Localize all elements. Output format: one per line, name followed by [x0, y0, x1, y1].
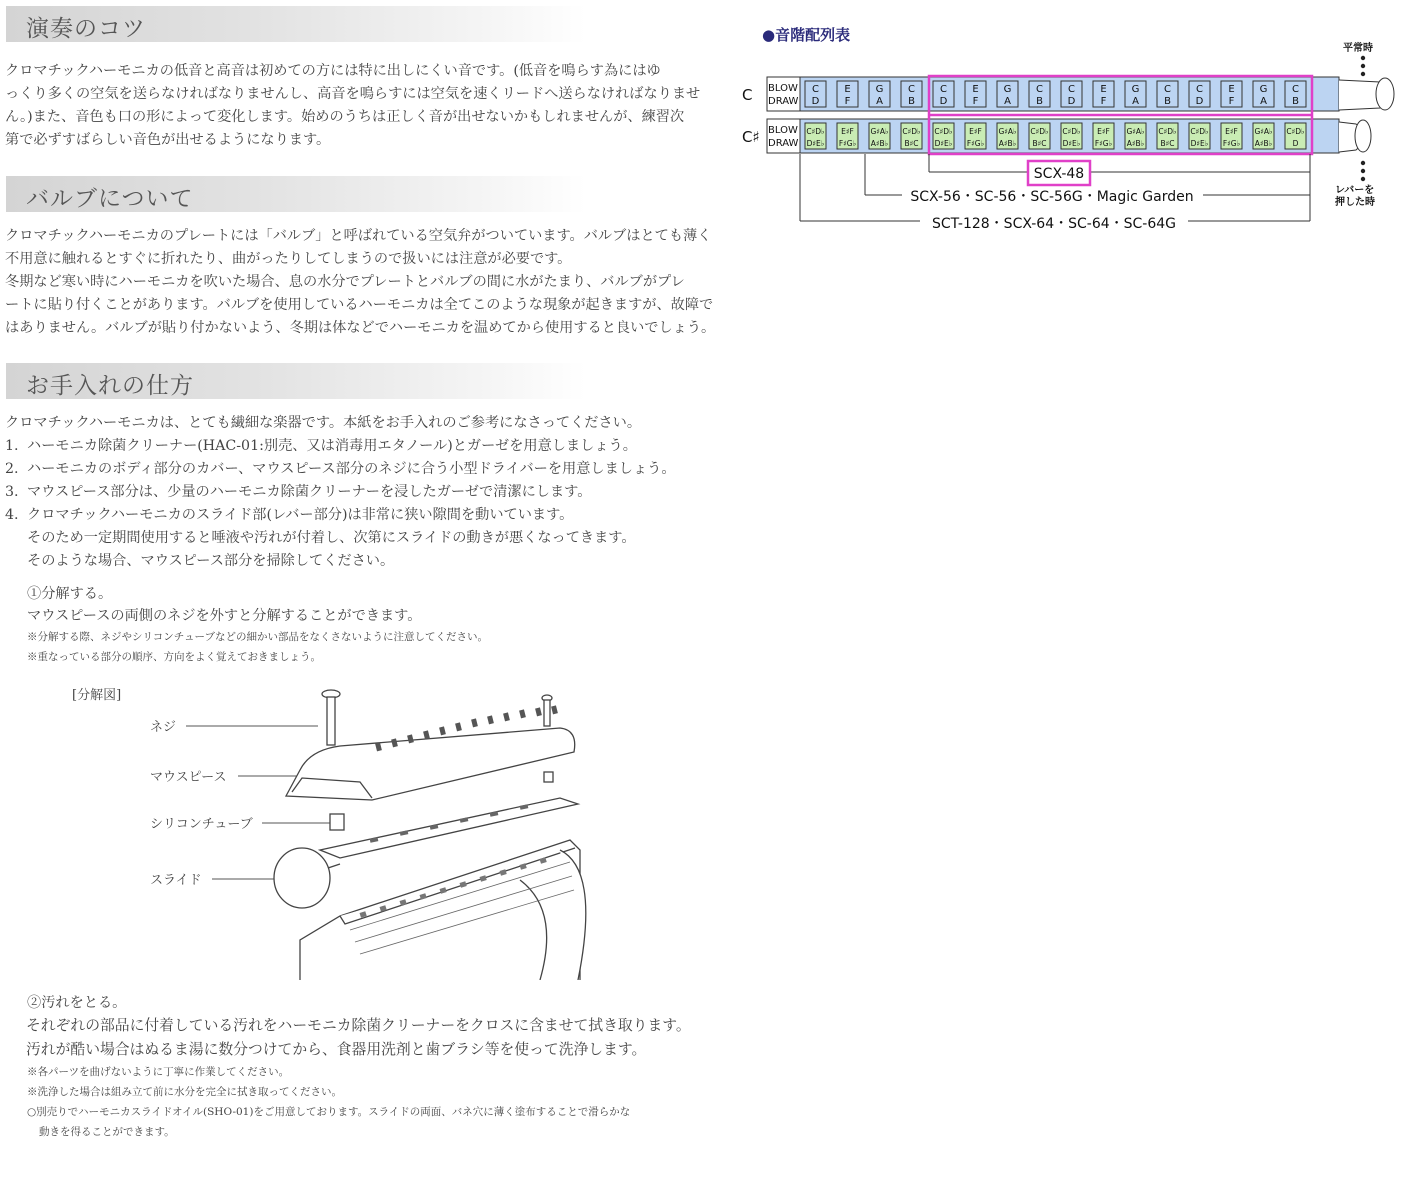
- dot-marker: [1361, 169, 1365, 173]
- c-row-blow-note: C: [1068, 84, 1075, 95]
- c-row-draw-note: D: [1195, 96, 1204, 107]
- care-item-text: クロマチックハーモニカのスライド部(レバー部分)は非常に狭い隙間を動いています。: [27, 507, 574, 523]
- care-item-number: 3.: [5, 484, 19, 500]
- cs-row-draw-note: B♯C: [1160, 139, 1175, 148]
- tips-line: っくり多くの空気を送らなければなりませんし、高音を鳴らすには空気を速くリードへ送らなければなりませ: [5, 86, 701, 102]
- diagram-title: [分解図]: [72, 688, 122, 703]
- step1-title: ①分解する。: [27, 586, 113, 602]
- cs-row-draw-note: B♯C: [1032, 139, 1047, 148]
- label-screw: ネジ: [150, 720, 177, 735]
- valve-line: 不用意に触れるとすぐに折れたり、曲がったりしてしまうので扱いには注意が必要です。: [5, 251, 572, 267]
- c-row-draw-note: A: [876, 96, 883, 107]
- step2-note: ※洗浄した場合は組み立て前に水分を完全に拭き取ってください。: [27, 1086, 342, 1098]
- step2-note: ※各パーツを曲げないように丁寧に作業してください。: [27, 1066, 290, 1078]
- c-row-blow-note: G: [1131, 84, 1140, 95]
- c-row-blow-note: E: [1100, 84, 1107, 95]
- cs-row-draw-note: D♯E♭: [806, 139, 825, 148]
- cs-row-blow-note: C♯D♭: [1158, 127, 1177, 136]
- silicon-tube-part: [330, 814, 344, 830]
- c-row-draw-note: B: [1292, 96, 1299, 107]
- draw-label-c: DRAW: [768, 96, 799, 107]
- section-header-valve: [6, 176, 586, 212]
- c-row-blow-note: C: [908, 84, 915, 95]
- c-row-draw-note: A: [1132, 96, 1139, 107]
- label-silicon-tube: シリコンチューブ: [150, 817, 253, 832]
- c-row-draw-note: B: [1164, 96, 1171, 107]
- cs-row-draw-note: D♯E♭: [934, 139, 953, 148]
- care-item-text: そのような場合、マウスピース部分を掃除してください。: [27, 553, 395, 569]
- care-item: [5, 504, 717, 527]
- oil-note-block: [27, 1102, 717, 1142]
- step1-block: [27, 583, 717, 667]
- c-row-draw-note: F: [844, 96, 851, 107]
- care-item-continued: [5, 550, 717, 573]
- care-item: [5, 458, 717, 481]
- c-row-blow-note: G: [1259, 84, 1268, 95]
- c-row-draw-note: F: [972, 96, 979, 107]
- slide-knob-cap-pressed: [1355, 120, 1371, 152]
- care-item: [5, 435, 717, 458]
- c-row-blow-note: C: [1292, 84, 1299, 95]
- step1-text: マウスピースの両側のネジを外すと分解することができます。: [27, 608, 422, 624]
- cs-row-draw-note: A♯B♭: [1126, 139, 1145, 148]
- blow-label-c: BLOW: [768, 83, 798, 94]
- section-title-valve: バルブについて: [26, 186, 194, 212]
- step1-note: ※分解する際、ネジやシリコンチューブなどの細かい部品をなくさないように注意してください。: [27, 631, 488, 643]
- cs-row-draw-note: D♯E♭: [1062, 139, 1081, 148]
- model-scx56-group: SCX-56・SC-56・SC-56G・Magic Garden: [910, 189, 1194, 205]
- label-normal: 平常時: [1343, 43, 1373, 54]
- c-row-blow-note: G: [875, 84, 884, 95]
- section-header-care: [6, 363, 586, 399]
- step2-title: ②汚れをとる。: [27, 995, 127, 1011]
- scale-chart-title: ●音階配列表: [762, 26, 851, 44]
- cs-row-blow-note: E♯F: [969, 127, 982, 136]
- care-item-text: マウスピース部分は、少量のハーモニカ除菌クリーナーを浸したガーゼで清潔にします。: [27, 484, 592, 500]
- oil-note-line: ○別売りでハーモニカスライドオイル(SHO-01)をご用意しております。スライドの両面、バネ穴に薄く塗布することで滑らかな: [27, 1106, 631, 1118]
- care-item-text: そのため一定期間使用すると唾液や汚れが付着し、次第にスライドの動きが悪くなってきます。: [27, 530, 636, 546]
- c-row-draw-note: F: [1228, 96, 1235, 107]
- c-row-blow-note: G: [1003, 84, 1012, 95]
- label-slide: スライド: [150, 873, 202, 888]
- care-item: [5, 481, 717, 504]
- care-item-continued: [5, 527, 717, 550]
- cs-row-draw-note: D♯E♭: [1190, 139, 1209, 148]
- cs-row-draw-note: D: [1292, 139, 1299, 148]
- step2-block: [27, 992, 717, 1102]
- row-label-c: C: [742, 86, 753, 104]
- cs-row-blow-note: G♯A♭: [1254, 127, 1273, 136]
- cs-row-draw-note: F♯G♭: [1094, 139, 1113, 148]
- section-header-tips: [6, 6, 586, 42]
- scale-chart-panel: [740, 0, 1404, 260]
- dot-marker: [1361, 161, 1365, 165]
- c-row-blow-note: C: [1164, 84, 1171, 95]
- care-item-text: ハーモニカのボディ部分のカバー、マウスピース部分のネジに合う小型ドライバーを用意しましょう。: [27, 461, 676, 477]
- dot-marker: [1361, 56, 1365, 60]
- tips-line: ん。)また、音色も口の形によって変化します。始めのうちは正しく音が出せないかもしれませんが、練習次: [5, 109, 685, 125]
- c-row-blow-note: C: [940, 84, 947, 95]
- cs-row-blow-note: C♯D♭: [902, 127, 921, 136]
- cs-row-draw-note: A♯B♭: [1254, 139, 1273, 148]
- care-list: [5, 412, 717, 573]
- c-row-draw-note: B: [1036, 96, 1043, 107]
- cs-row-blow-note: C♯D♭: [1190, 127, 1209, 136]
- cs-row-draw-note: A♯B♭: [998, 139, 1017, 148]
- step2-line: それぞれの部品に付着している汚れをハーモニカ除菌クリーナーをクロスに含ませて拭き取ります。: [26, 1017, 691, 1034]
- cs-row-draw-note: F♯G♭: [966, 139, 985, 148]
- valve-line: ートに貼り付くことがあります。バルブを使用しているハーモニカは全てこのような現象が起きますが、故障で: [5, 297, 714, 313]
- c-row-draw-note: D: [1067, 96, 1076, 107]
- cs-row-blow-note: C♯D♭: [806, 127, 825, 136]
- c-row-draw-note: A: [1260, 96, 1267, 107]
- c-row-draw-note: F: [1100, 96, 1107, 107]
- cs-row-draw-note: F♯G♭: [838, 139, 857, 148]
- blow-label-cs: BLOW: [768, 125, 798, 136]
- label-lever-2: 押した時: [1335, 197, 1375, 208]
- slide-knob-cap-normal: [1376, 78, 1394, 110]
- label-lever-1: レバーを: [1335, 185, 1375, 196]
- cs-row-draw-note: A♯B♭: [870, 139, 889, 148]
- section-title-tips: 演奏のコツ: [26, 16, 146, 42]
- care-item-number: 4.: [5, 507, 19, 523]
- label-mouthpiece: マウスピース: [150, 770, 227, 785]
- tips-paragraph: [5, 60, 717, 152]
- oil-note-line: 動きを得ることができます。: [39, 1126, 175, 1138]
- model-scx48: SCX-48: [1033, 166, 1085, 182]
- section-title-care: お手入れの仕方: [26, 373, 194, 399]
- cs-row-blow-note: G♯A♭: [1126, 127, 1145, 136]
- c-row-blow-note: C: [812, 84, 819, 95]
- c-row-blow-note: E: [972, 84, 979, 95]
- care-item-number: 2.: [5, 461, 19, 477]
- c-row-blow-note: C: [1196, 84, 1203, 95]
- body-part: [300, 840, 586, 980]
- valve-line: 冬期など寒い時にハーモニカを吹いた場合、息の水分でプレートとバルブの間に水がたまり、バルブがプレ: [5, 274, 685, 290]
- cs-row-blow-note: C♯D♭: [934, 127, 953, 136]
- care-item-text: ハーモニカ除菌クリーナー(HAC-01:別売、又は消毒用エタノール)とガーゼを用意しましょう。: [27, 438, 637, 454]
- scale-chart: [740, 0, 1404, 260]
- c-row-blow-note: E: [844, 84, 851, 95]
- cs-row-draw-note: F♯G♭: [1222, 139, 1241, 148]
- tips-line: 第で必ずすばらしい音色が出せるようになります。: [5, 132, 331, 148]
- draw-label-cs: DRAW: [768, 138, 799, 149]
- step2-line: 汚れが酷い場合はぬるま湯に数分つけてから、食器用洗剤と歯ブラシ等を使って洗浄します。: [26, 1041, 647, 1058]
- model-sct128-group: SCT-128・SCX-64・SC-64・SC-64G: [931, 216, 1177, 232]
- c-row-draw-note: B: [908, 96, 915, 107]
- row-label-csharp: C♯: [742, 128, 760, 146]
- c-row-draw-note: A: [1004, 96, 1011, 107]
- step1-note: ※重なっている部分の順序、方向をよく覚えておきましょう。: [27, 651, 321, 663]
- c-row-blow-note: C: [1036, 84, 1043, 95]
- cs-row-blow-note: C♯D♭: [1030, 127, 1049, 136]
- exploded-diagram: [0, 680, 720, 980]
- care-intro-text: クロマチックハーモニカは、とても繊細な楽器です。本紙をお手入れのご参考になさってください。: [5, 415, 642, 431]
- cs-row-blow-note: G♯A♭: [998, 127, 1017, 136]
- dot-marker: [1361, 64, 1365, 68]
- cs-row-draw-note: B♯C: [904, 139, 919, 148]
- valve-line: はありません。バルブが貼り付かないよう、冬期は体などでハーモニカを温めてから使用すると良いでしょう。: [5, 320, 716, 336]
- dot-marker: [1361, 72, 1365, 76]
- dot-marker: [1361, 177, 1365, 181]
- care-item-number: 1.: [5, 438, 19, 454]
- valve-paragraph: [5, 225, 717, 340]
- cs-row-blow-note: G♯A♭: [870, 127, 889, 136]
- c-row-draw-note: D: [939, 96, 948, 107]
- care-intro: [5, 412, 717, 435]
- c-row-draw-note: D: [811, 96, 820, 107]
- c-row-blow-note: E: [1228, 84, 1235, 95]
- cs-row-blow-note: C♯D♭: [1286, 127, 1305, 136]
- tips-line: クロマチックハーモニカの低音と高音は初めての方には特に出しにくい音です。(低音を鳴らす為にはゆ: [5, 63, 661, 79]
- cs-row-blow-note: E♯F: [1225, 127, 1238, 136]
- cs-row-blow-note: C♯D♭: [1062, 127, 1081, 136]
- cs-row-blow-note: E♯F: [1097, 127, 1110, 136]
- cs-row-blow-note: E♯F: [841, 127, 854, 136]
- valve-line: クロマチックハーモニカのプレートには「バルブ」と呼ばれている空気弁がついています。バルブはとても薄く: [5, 228, 712, 244]
